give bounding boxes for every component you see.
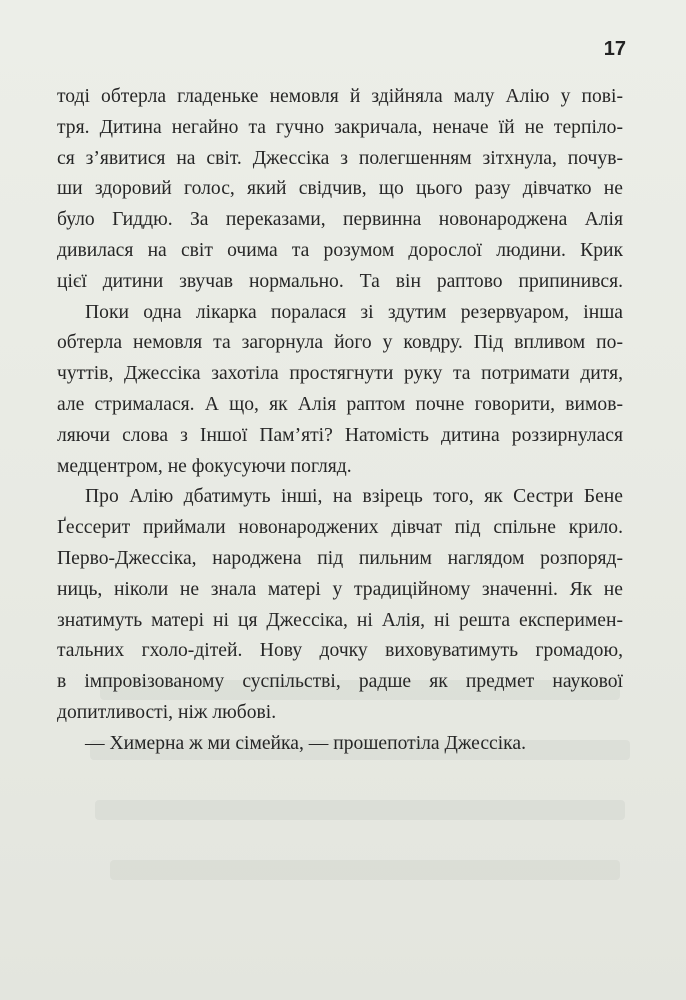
text-line: тоді обтерла гладеньке немовля й здійняла малу Алію у пові- bbox=[57, 86, 623, 107]
text-line: допитливості, ніж любові. bbox=[57, 701, 277, 723]
text-line: ся з’явитися на світ. Джессіка з полегшенням зітхнула, почув- bbox=[57, 147, 623, 169]
text-line: ниць, ніколи не знала матері у традиційному значенні. Як не bbox=[57, 578, 623, 600]
paragraph bbox=[57, 729, 623, 760]
body-text bbox=[57, 82, 623, 760]
text-line: ляючи слова з Іншої Пам’яті? Натомість дитина роззирнулася bbox=[57, 424, 623, 446]
text-line: цієї дитини звучав нормально. Та він раптово припинився. bbox=[57, 270, 623, 292]
text-line: чуттів, Джессіка захотіла простягнути руку та потримати дитя, bbox=[57, 363, 623, 385]
text-line: ши здоровий голос, який свідчив, що цього разу дівчатко не bbox=[57, 178, 623, 200]
paragraph bbox=[57, 82, 623, 298]
paragraph bbox=[57, 298, 623, 483]
text-line: тальних гхоло-дітей. Нову дочку виховуватимуть громадою, bbox=[57, 640, 623, 662]
text-line: але стрималася. А що, як Алія раптом почне говорити, вимов- bbox=[57, 393, 623, 415]
text-line: — Химерна ж ми сімейка, — прошепотіла Джессіка. bbox=[85, 732, 527, 754]
bleed-through-shadow bbox=[110, 860, 620, 880]
text-line: Поки одна лікарка поралася зі здутим резервуаром, інша bbox=[85, 301, 623, 323]
text-line: Ґессерит приймали новонароджених дівчат під спільне крило. bbox=[57, 517, 623, 539]
text-line: обтерла немовля та загорнула його у ковдру. Під впливом по- bbox=[57, 332, 623, 354]
text-line: медцентром, не фокусуючи погляд. bbox=[57, 455, 352, 477]
text-line: дивилася на світ очима та розумом дорослої людини. Крик bbox=[57, 239, 623, 261]
text-line: Про Алію дбатимуть інші, на взірець того, як Сестри Бене bbox=[85, 486, 623, 508]
text-line: знатимуть матері ні ця Джессіка, ні Алія, ні решта експеримен- bbox=[57, 609, 623, 631]
text-line: в імпровізованому суспільстві, радше як предмет наукової bbox=[57, 671, 623, 693]
page-number: 17 bbox=[603, 38, 626, 60]
text-line: тря. Дитина негайно та гучно закричала, неначе їй не терпіло- bbox=[57, 116, 623, 138]
paragraph bbox=[57, 482, 623, 728]
bleed-through-shadow bbox=[95, 800, 625, 820]
text-line: було Гиддю. За переказами, первинна новонароджена Алія bbox=[57, 209, 623, 231]
text-line: Перво-Джессіка, народжена під пильним наглядом розпоряд- bbox=[57, 547, 623, 569]
